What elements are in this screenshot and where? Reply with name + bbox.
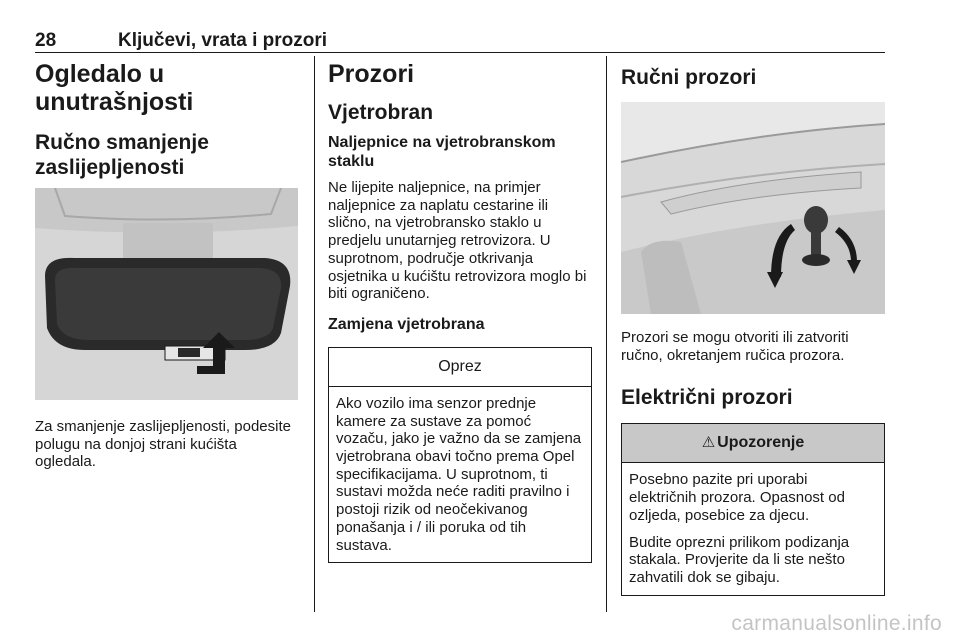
column-mirror — [35, 60, 301, 471]
mirror-title: Ogledalo u unutrašnjosti — [35, 60, 194, 116]
column-divider-2 — [606, 56, 607, 612]
page-header — [35, 30, 885, 54]
caution-text: Ako vozilo ima senzor prednje kamere za sustave za pomoć vozaču, jako je važno da se zamjena vjetrobrana obavi točno prema Opel specifikacijama. U suprotnom, ti sustavi možda neće raditi pravilno i postoji rizik od neočekivanog ponašanja i / ili poruka od tih sustava. — [336, 394, 582, 554]
warning-triangle-icon: ⚠ — [701, 434, 716, 452]
mirror-illustration-svg — [35, 188, 298, 400]
stickers-heading: Naljepnice na vjetrobranskom staklu — [328, 134, 556, 170]
header-divider — [35, 52, 885, 53]
windshield-replacement-heading: Zamjena vjetrobrana — [328, 315, 485, 333]
caution-box — [328, 347, 592, 563]
warning-text-2: Budite oprezni prilikom podizanja stakala. Provjerite da li ste nešto zahvatili dok se gibaju. — [629, 533, 850, 586]
rearview-mirror-illustration — [35, 188, 298, 400]
windows-title: Prozori — [328, 60, 415, 88]
column-windows — [328, 60, 592, 563]
warning-text-1: Posebno pazite pri uporabi električnih prozora. Opasnost od ozljeda, posebice za djecu. — [629, 471, 845, 524]
manual-windows-title: Ručni prozori — [621, 66, 757, 89]
warning-title: Upozorenje — [717, 434, 805, 452]
warning-box — [621, 423, 885, 595]
warning-header — [622, 424, 884, 463]
manual-windows-caption: Prozori se mogu otvoriti ili zatvoriti ručno, okretanjem ručica prozora. — [621, 329, 849, 364]
power-windows-title: Električni prozori — [621, 386, 793, 410]
section-title: Ključevi, vrata i prozori — [118, 30, 328, 51]
caution-title: Oprez — [329, 348, 591, 387]
mirror-caption: Za smanjenje zaslijepljenosti, podesite polugu na donjoj strani kućišta ogledala. — [35, 418, 291, 471]
column-divider-1 — [314, 56, 315, 612]
mirror-subtitle: Ručno smanjenje zaslijepljenosti — [35, 131, 209, 179]
page-number: 28 — [35, 30, 57, 51]
column-manual-windows — [621, 60, 885, 596]
door-illustration-svg — [621, 102, 885, 314]
stickers-text: Ne lijepite naljepnice, na primjer naljepnice za naplatu cestarine ili slično, na vjetrobransko staklo u predjelu unutarnjeg retrovizora. U suprotnom, područje otkrivanja osjetnika u kućištu retrovizora moglo bi biti ograničeno. — [328, 179, 587, 303]
windshield-subtitle: Vjetrobran — [328, 101, 434, 124]
watermark: carmanualsonline.info — [731, 612, 942, 635]
door-window-crank-illustration — [621, 102, 885, 314]
